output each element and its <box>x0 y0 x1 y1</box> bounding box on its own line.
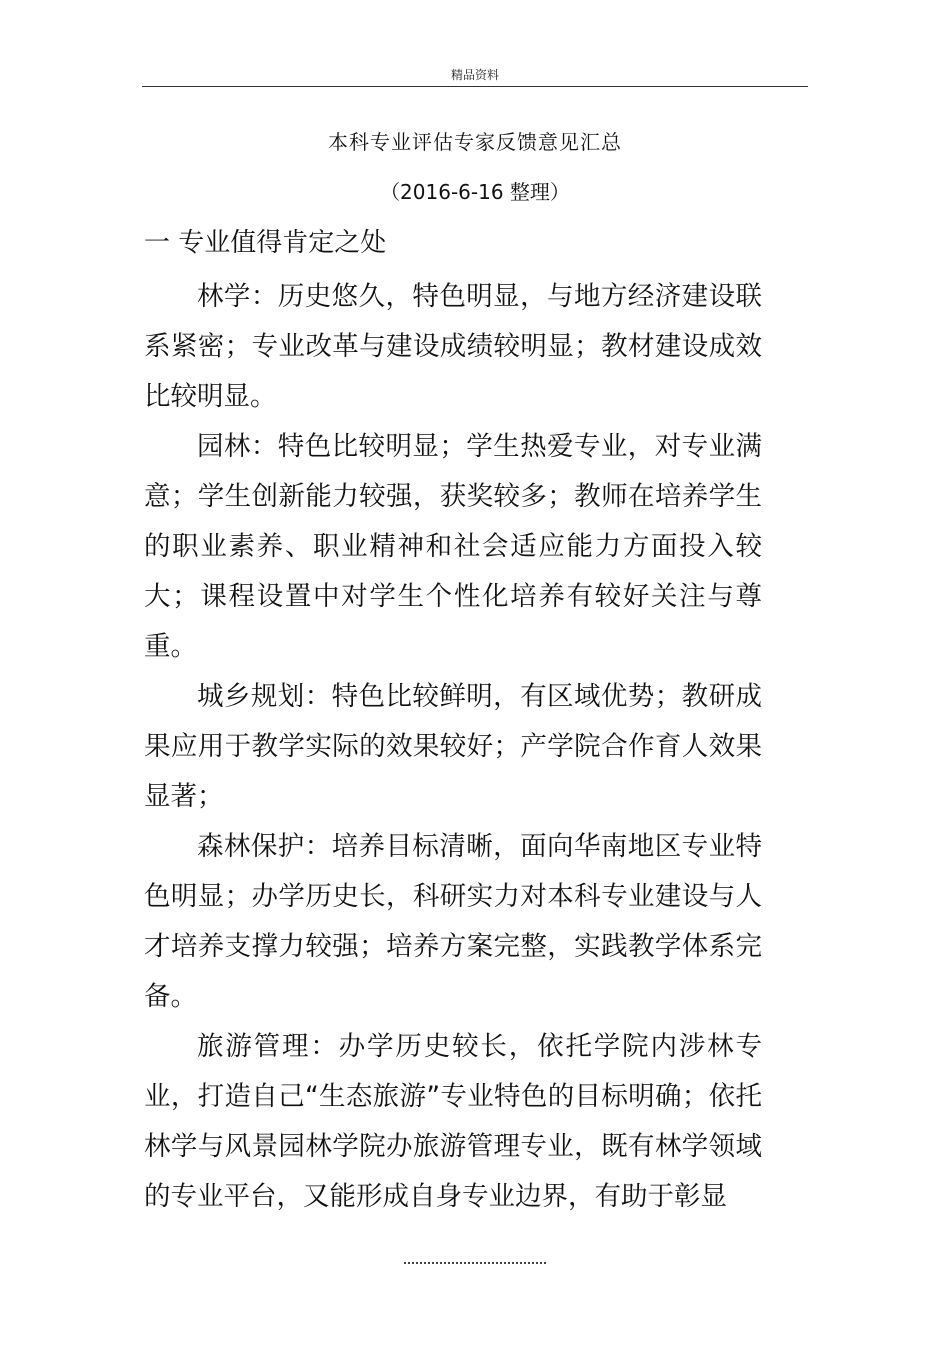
paragraph-tourism-management: 旅游管理：办学历史较长，依托学院内涉林专业，打造自己“生态旅游”专业特色的目标明确；依托林学与风景园林学院办旅游管理专业，既有林学领域的专业平台，又能形成自身专业边界，有助于彰显 <box>144 1031 762 1212</box>
footer-dotted-rule <box>404 1262 546 1264</box>
header-text: 精品资料 <box>450 68 499 82</box>
document-body <box>144 272 762 1222</box>
paragraph-forest-protection: 森林保护：培养目标清晰，面向华南地区专业特色明显；办学历史长，科研实力对本科专业建设与人才培养支撑力较强；培养方案完整，实践教学体系完备。 <box>144 831 762 1012</box>
paragraph-landscape: 园林：特色比较明显；学生热爱专业，对专业满意；学生创新能力较强，获奖较多；教师在培养学生的职业素养、职业精神和社会适应能力方面投入较大；课程设置中对学生个性化培养有较好关注与尊重。 <box>144 431 762 662</box>
section-heading: 一 专业值得肯定之处 <box>144 228 387 258</box>
paragraph-urban-planning: 城乡规划：特色比较鲜明，有区域优势；教研成果应用于教学实际的效果较好；产学院合作育人效果显著； <box>144 681 762 812</box>
document-subtitle: （2016-6-16 整理） <box>380 180 570 204</box>
paragraph-forestry: 林学：历史悠久，特色明显，与地方经济建设联系紧密；专业改革与建设成绩较明显；教材建设成效比较明显。 <box>144 281 762 412</box>
document-title: 本科专业评估专家反馈意见汇总 <box>328 130 622 154</box>
page-header <box>142 64 808 87</box>
